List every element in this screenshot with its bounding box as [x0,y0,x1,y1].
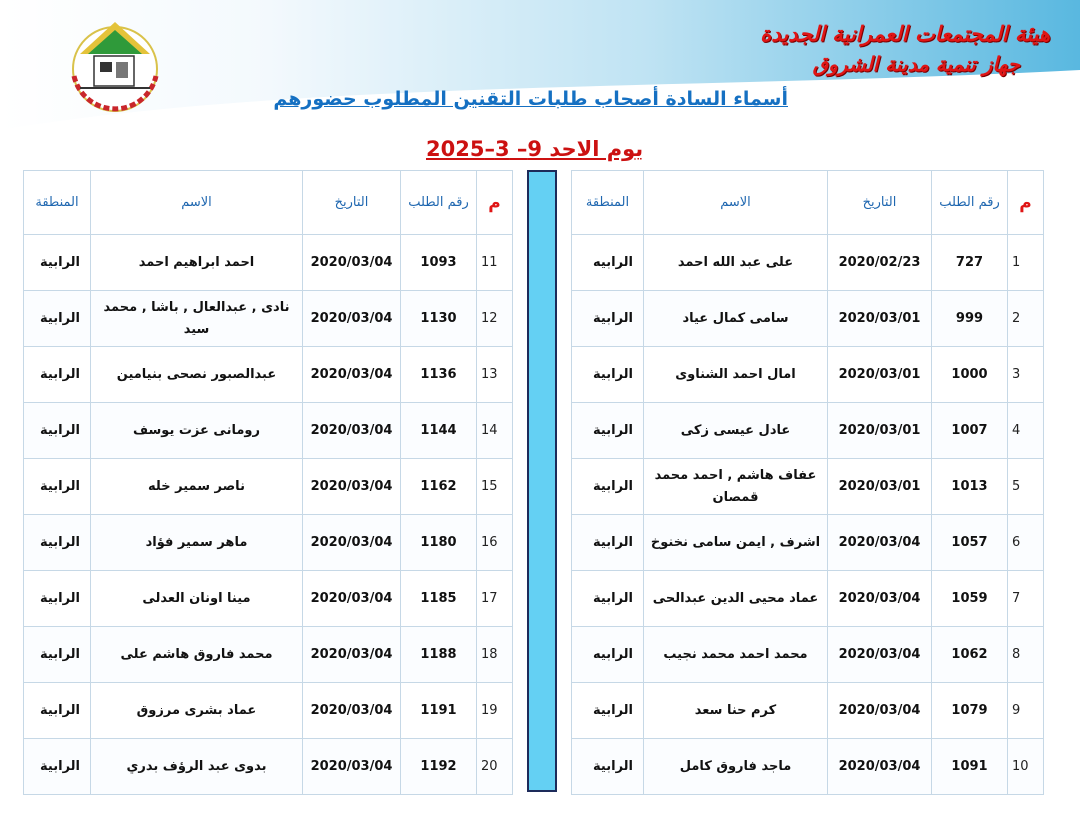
applicant-name: عبدالصبور نصحى بنيامين [91,347,303,403]
area-name: الرابية [24,235,91,291]
request-number: 1162 [401,459,477,515]
applicant-name: ناصر سمير خله [91,459,303,515]
request-date: 2020/03/01 [828,459,932,515]
row-number: 13 [477,347,513,403]
table-row [572,739,1044,795]
area-name: الرابية [572,739,644,795]
request-number: 999 [932,291,1008,347]
request-number: 727 [932,235,1008,291]
applicant-name: عادل عيسى زكى [644,403,828,459]
request-number: 1192 [401,739,477,795]
applicant-name: كرم حنا سعد [644,683,828,739]
row-number: 18 [477,627,513,683]
table-row [24,403,513,459]
request-date: 2020/03/04 [303,459,401,515]
col-header-area: المنطقة [24,171,91,235]
request-number: 1062 [932,627,1008,683]
request-number: 1007 [932,403,1008,459]
table-row [24,235,513,291]
table-row [24,347,513,403]
table-row [24,627,513,683]
request-date: 2020/03/04 [828,739,932,795]
col-header-request-no: رقم الطلب [401,171,477,235]
applicant-name: ماهر سمير فؤاد [91,515,303,571]
request-number: 1144 [401,403,477,459]
table-row [572,235,1044,291]
page-title: أسماء السادة أصحاب طلبات التقنين المطلوب حضورهم [273,88,788,110]
organization-logo [60,14,170,114]
row-number: 10 [1008,739,1044,795]
table-row [24,515,513,571]
table-row [572,459,1044,515]
applicant-name: ماجد فاروق كامل [644,739,828,795]
row-number: 16 [477,515,513,571]
col-header-date: التاريخ [828,171,932,235]
table-row [24,739,513,795]
area-name: الرابية [24,571,91,627]
row-number: 1 [1008,235,1044,291]
table-row [572,347,1044,403]
meeting-date: يوم الاحد 9– 3–2025 [426,137,644,161]
row-number: 14 [477,403,513,459]
row-number: 6 [1008,515,1044,571]
attendees-table-right [571,170,1044,795]
table-divider-bar [527,170,557,792]
area-name: الرابية [572,571,644,627]
organization-branch: جهاز تنمية مدينة الشروق [812,52,1020,76]
table-header-row [24,171,513,235]
applicant-name: على عبد الله احمد [644,235,828,291]
applicant-name: محمد فاروق هاشم على [91,627,303,683]
applicant-name: احمد ابراهيم احمد [91,235,303,291]
request-date: 2020/03/04 [828,683,932,739]
col-header-name: الاسم [644,171,828,235]
applicant-name: عماد بشرى مرزوق [91,683,303,739]
area-name: الرابية [24,459,91,515]
row-number: 8 [1008,627,1044,683]
applicant-name: مينا اونان العدلى [91,571,303,627]
row-number: 3 [1008,347,1044,403]
request-number: 1093 [401,235,477,291]
area-name: الرابية [24,683,91,739]
table-row [24,291,513,347]
row-number: 19 [477,683,513,739]
request-date: 2020/02/23 [828,235,932,291]
area-name: الرابية [24,739,91,795]
area-name: الرابيه [572,627,644,683]
request-number: 1091 [932,739,1008,795]
attendees-table-left [23,170,513,795]
applicant-name: بدوى عبد الرؤف بدري [91,739,303,795]
row-number: 7 [1008,571,1044,627]
area-name: الرابية [572,459,644,515]
row-number: 15 [477,459,513,515]
request-number: 1000 [932,347,1008,403]
request-date: 2020/03/04 [303,683,401,739]
row-number: 4 [1008,403,1044,459]
col-header-m: م [1008,171,1044,235]
request-date: 2020/03/01 [828,403,932,459]
applicant-name: اشرف , ايمن سامى نخنوخ [644,515,828,571]
table-row [572,403,1044,459]
row-number: 17 [477,571,513,627]
request-date: 2020/03/04 [303,347,401,403]
table-row [24,683,513,739]
request-date: 2020/03/04 [303,739,401,795]
row-number: 12 [477,291,513,347]
request-date: 2020/03/01 [828,291,932,347]
area-name: الرابية [572,683,644,739]
request-number: 1130 [401,291,477,347]
table-row [24,571,513,627]
area-name: الرابيه [572,235,644,291]
col-header-name: الاسم [91,171,303,235]
applicant-name: سامى كمال عياد [644,291,828,347]
request-date: 2020/03/04 [303,515,401,571]
request-date: 2020/03/04 [303,571,401,627]
row-number: 11 [477,235,513,291]
request-date: 2020/03/04 [828,515,932,571]
table-row [572,571,1044,627]
applicant-name: محمد احمد محمد نجيب [644,627,828,683]
area-name: الرابية [572,403,644,459]
request-number: 1057 [932,515,1008,571]
request-date: 2020/03/01 [828,347,932,403]
table-row [572,291,1044,347]
row-number: 20 [477,739,513,795]
area-name: الرابية [24,291,91,347]
col-header-request-no: رقم الطلب [932,171,1008,235]
request-number: 1013 [932,459,1008,515]
area-name: الرابية [24,627,91,683]
request-date: 2020/03/04 [828,571,932,627]
table-row [572,683,1044,739]
applicant-name: امال احمد الشناوى [644,347,828,403]
area-name: الرابية [572,291,644,347]
request-date: 2020/03/04 [303,291,401,347]
request-date: 2020/03/04 [828,627,932,683]
table-row [24,459,513,515]
organization-name: هيئة المجتمعات العمرانية الجديدة [760,22,1050,46]
table-row [572,627,1044,683]
request-number: 1180 [401,515,477,571]
col-header-date: التاريخ [303,171,401,235]
row-number: 5 [1008,459,1044,515]
request-number: 1079 [932,683,1008,739]
request-number: 1185 [401,571,477,627]
applicant-name: رومانى عزت يوسف [91,403,303,459]
request-number: 1136 [401,347,477,403]
col-header-m: م [477,171,513,235]
area-name: الرابية [24,347,91,403]
applicant-name: عفاف هاشم , احمد محمد قمصان [644,459,828,515]
request-date: 2020/03/04 [303,627,401,683]
area-name: الرابية [572,347,644,403]
table-row [572,515,1044,571]
area-name: الرابية [24,515,91,571]
request-date: 2020/03/04 [303,403,401,459]
applicant-name: عماد محيى الدين عبدالحى [644,571,828,627]
request-number: 1059 [932,571,1008,627]
request-number: 1188 [401,627,477,683]
area-name: الرابية [572,515,644,571]
col-header-area: المنطقة [572,171,644,235]
request-number: 1191 [401,683,477,739]
area-name: الرابية [24,403,91,459]
row-number: 2 [1008,291,1044,347]
table-header-row [572,171,1044,235]
request-date: 2020/03/04 [303,235,401,291]
applicant-name: نادى , عبدالعال , باشا , محمد سيد [91,291,303,347]
row-number: 9 [1008,683,1044,739]
